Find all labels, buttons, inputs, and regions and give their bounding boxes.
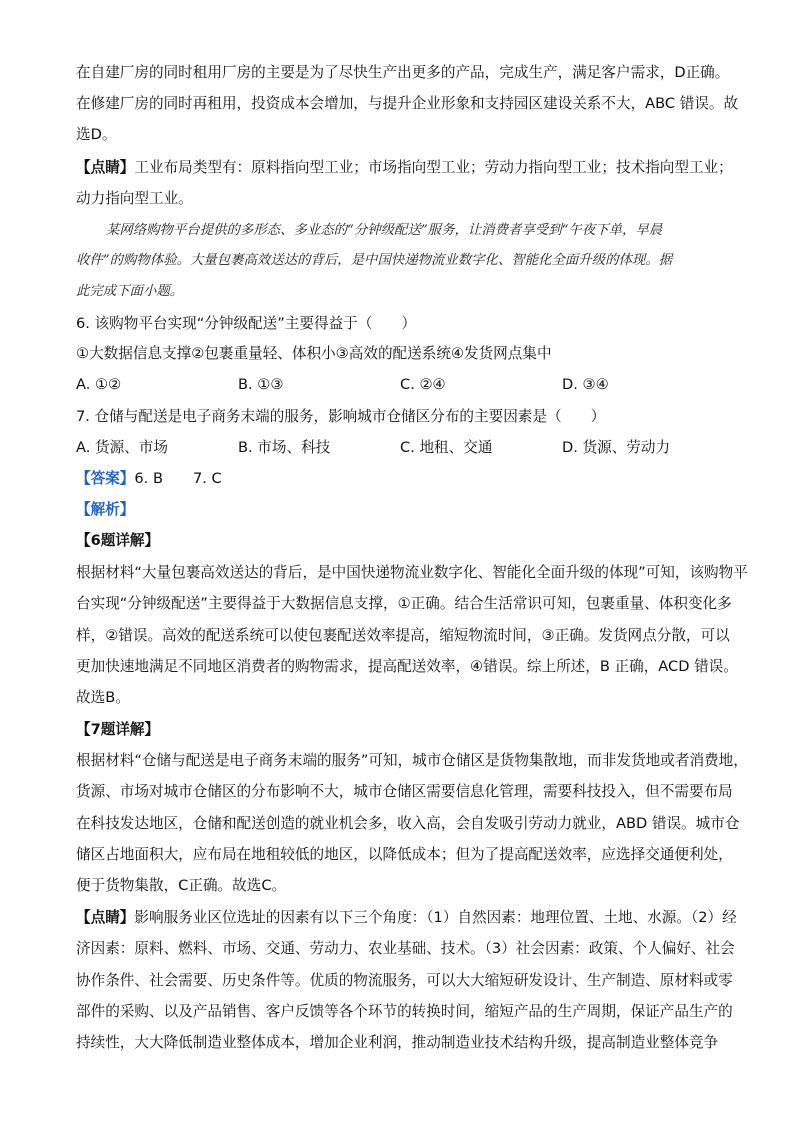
explanation-line-1: 在自建厂房的同时租用厂房的主要是为了尽快生产出更多的产品，完成生产，满足客户需求，D正确。 bbox=[76, 64, 730, 81]
answer-tag: 【答案】 bbox=[76, 470, 135, 487]
tip-1-line-1 bbox=[76, 158, 733, 178]
detail-7-line-5: 便于货物集散，C正确。故选C。 bbox=[76, 877, 287, 894]
explanation-line-3: 选D。 bbox=[76, 126, 117, 143]
detail-7-line-1: 根据材料“仓储与配送是电子商务末端的服务”可知，城市仓储区是货物集散地，而非发货地或者消费地， bbox=[76, 752, 748, 769]
detail-6-tag: 【6题详解】 bbox=[76, 532, 160, 549]
detail-6-line-4: 更加快速地满足不同地区消费者的购物需求，提高配送效率，④错误。综上所述，B 正确，ACD 错误。 bbox=[76, 658, 738, 675]
tip-2-first: 影响服务业区位选址的因素有以下三个角度：（1）自然因素：地理位置、土地、水源。（2）经 bbox=[134, 909, 737, 926]
q6-option-c: C. ②④ bbox=[400, 376, 446, 393]
detail-7-line-3: 在科技发达地区，仓储和配送创造的就业机会多，收入高，会自发吸引劳动力就业，ABD 错误。城市仓 bbox=[76, 815, 740, 832]
tip-2-line-4: 部件的采购、以及产品销售、客户反馈等各个环节的转换时间，缩短产品的生产周期，保证产品生产的 bbox=[76, 1003, 733, 1020]
material-line-3: 此完成下面小题。 bbox=[76, 284, 184, 299]
tip-2-line-2: 济因素：原料、燃料、市场、交通、劳动力、农业基础、技术。（3）社会因素：政策、个人偏好、社会 bbox=[76, 940, 735, 957]
q6-stem: 6. 该购物平台实现“分钟级配送”主要得益于（ ） bbox=[76, 315, 417, 332]
detail-6-line-3: 样，②错误。高效的配送系统可以使包裹配送效率提高，缩短物流时间，③正确。发货网点分散，可以 bbox=[76, 627, 730, 644]
answer-line bbox=[76, 469, 222, 489]
tip-1-line-2: 动力指向型工业。 bbox=[76, 190, 193, 207]
q7-option-c: C. 地租、交通 bbox=[400, 439, 493, 456]
q6-option-d: D. ③④ bbox=[562, 376, 609, 393]
q7-stem: 7. 仓储与配送是电子商务末端的服务，影响城市仓储区分布的主要因素是（ ） bbox=[76, 408, 606, 425]
tip-1-text-1: 工业布局类型有：原料指向型工业；市场指向型工业；劳动力指向型工业；技术指向型工业； bbox=[134, 159, 733, 176]
tip-2-line-1 bbox=[76, 908, 737, 928]
detail-7-line-4: 储区占地面积大，应布局在地租较低的地区，以降低成本；但为了提高配送效率，应选择交通便利处， bbox=[76, 846, 733, 863]
tip-2-line-5: 持续性，大大降低制造业整体成本，增加企业利润，推动制造业技术结构升级，提高制造业整体竞争 bbox=[76, 1034, 719, 1051]
material-line-1: 某网络购物平台提供的多形态、多业态的“分钟级配送”服务，让消费者享受到“午夜下单，早晨 bbox=[106, 223, 663, 238]
answer-7: 7. C bbox=[192, 470, 222, 487]
q6-items: ①大数据信息支撑②包裹重量轻、体积小③高效的配送系统④发货网点集中 bbox=[76, 345, 552, 362]
q6-option-a: A. ①② bbox=[76, 376, 122, 393]
answer-6: 6. B bbox=[134, 470, 163, 487]
q7-option-a: A. 货源、市场 bbox=[76, 439, 168, 456]
detail-7-line-2: 货源、市场对城市仓储区的分布影响不大，城市仓储区需要信息化管理，需要科技投入，但不需要布局 bbox=[76, 783, 733, 800]
detail-7-tag: 【7题详解】 bbox=[76, 721, 160, 738]
tip-1-tag: 【点睛】 bbox=[76, 159, 135, 176]
tip-2-tag: 【点睛】 bbox=[76, 909, 135, 926]
detail-6-line-1: 根据材料“大量包裹高效送达的背后，是中国快递物流业数字化、智能化全面升级的体现”可知，该购物平 bbox=[76, 564, 748, 581]
explanation-line-2: 在修建厂房的同时再租用，投资成本会增加，与提升企业形象和支持园区建设关系不大，ABC 错误。故 bbox=[76, 95, 739, 112]
tip-2-line-3: 协作条件、社会需要、历史条件等。优质的物流服务，可以大大缩短研发设计、生产制造、原材料或零 bbox=[76, 972, 733, 989]
q7-option-b: B. 市场、科技 bbox=[238, 439, 331, 456]
detail-6-line-5: 故选B。 bbox=[76, 689, 130, 706]
q7-option-d: D. 货源、劳动力 bbox=[562, 439, 671, 456]
analysis-tag: 【解析】 bbox=[76, 501, 135, 518]
detail-6-line-2: 台实现“分钟级配送”主要得益于大数据信息支撑，①正确。结合生活常识可知，包裹重量、体积变化多 bbox=[76, 595, 732, 612]
q6-option-b: B. ①③ bbox=[238, 376, 284, 393]
material-line-2: 收件”的购物体验。大量包裹高效送达的背后，是中国快递物流业数字化、智能化全面升级的体现。据 bbox=[76, 253, 673, 268]
